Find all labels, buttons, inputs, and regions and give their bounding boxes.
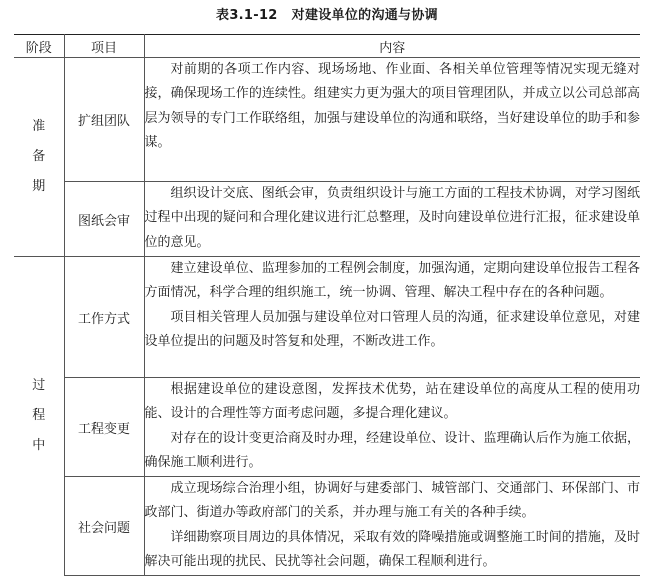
content-paragraph: 对存在的设计变更洽商及时办理，经建设单位、设计、监理确认后作为施工依据，确保施工顺利进行。 (144, 430, 640, 470)
content-paragraph: 项目相关管理人员加强与建设单位对口管理人员的沟通，征求建设单位意见，对建设单位提出的问题及时答复和处理，不断改进工作。 (144, 309, 640, 349)
item-cell: 图纸会审 (64, 182, 144, 257)
content-paragraph: 对前期的各项工作内容、现场场地、作业面、各相关单位管理等情况实现无缝对接，确保现场工作的连续性。组建实力更为强大的项目管理团队，并成立以公司总部高层为领导的专门工作联络组，加强与建设单位的沟通和联络，当好建设单位的助手和参谋。 (144, 62, 640, 150)
content-paragraph: 成立现场综合治理小组，协调好与建委部门、城管部门、交通部门、环保部门、市政部门、街道办等政府部门的关系，并办理与施工有关的各种手续。 (144, 481, 640, 521)
content-paragraph: 根据建设单位的建设意图，发挥技术优势，站在建设单位的高度从工程的使用功能、设计的合理性等方面考虑问题，多提合理化建议。 (144, 382, 640, 422)
header-row (14, 35, 640, 58)
content-cell (144, 182, 640, 257)
content-cell (144, 378, 640, 477)
item-cell: 工作方式 (64, 257, 144, 378)
stage-cell-prep (14, 58, 64, 257)
content-cell (144, 477, 640, 576)
content-paragraph: 建立建设单位、监理参加的工程例会制度，加强沟通，定期向建设单位报告工程各方面情况，科学合理的组织施工，统一协调、管理、解决工程中存在的各种问题。 (144, 261, 640, 301)
item-cell: 社会问题 (64, 477, 144, 576)
header-stage: 阶段 (14, 35, 64, 58)
header-content: 内容 (144, 35, 640, 58)
table-row (14, 378, 640, 477)
table-row (14, 182, 640, 257)
table-row (14, 477, 640, 576)
stage-char: 中 (32, 438, 46, 454)
stage-char: 期 (32, 179, 46, 194)
table-title: 对建设单位的沟通与协调 (291, 8, 438, 23)
content-cell (144, 58, 640, 182)
item-cell: 工程变更 (64, 378, 144, 477)
content-paragraph: 组织设计交底、图纸会审，负责组织设计与施工方面的工程技术协调，对学习图纸过程中出现的疑问和合理化建议进行汇总整理，及时向建设单位进行汇报，征求建设单位的意见。 (144, 186, 640, 250)
table-row (14, 257, 640, 378)
header-item: 项目 (64, 35, 144, 58)
content-paragraph: 详细勘察项目周边的具体情况，采取有效的降噪措施或调整施工时间的措施，及时解决可能出现的扰民、民扰等社会问题，确保工程顺利进行。 (144, 529, 640, 569)
table-number: 表3.1-12 (216, 8, 278, 23)
table-caption (0, 4, 654, 23)
stage-char: 程 (32, 408, 46, 424)
table-row (14, 58, 640, 182)
item-cell: 扩组团队 (64, 58, 144, 182)
content-cell (144, 257, 640, 378)
stage-char: 准 (32, 119, 46, 134)
stage-cell-process (14, 257, 64, 576)
coordination-table (14, 34, 640, 576)
stage-char: 备 (32, 149, 46, 164)
stage-char: 过 (32, 378, 46, 394)
